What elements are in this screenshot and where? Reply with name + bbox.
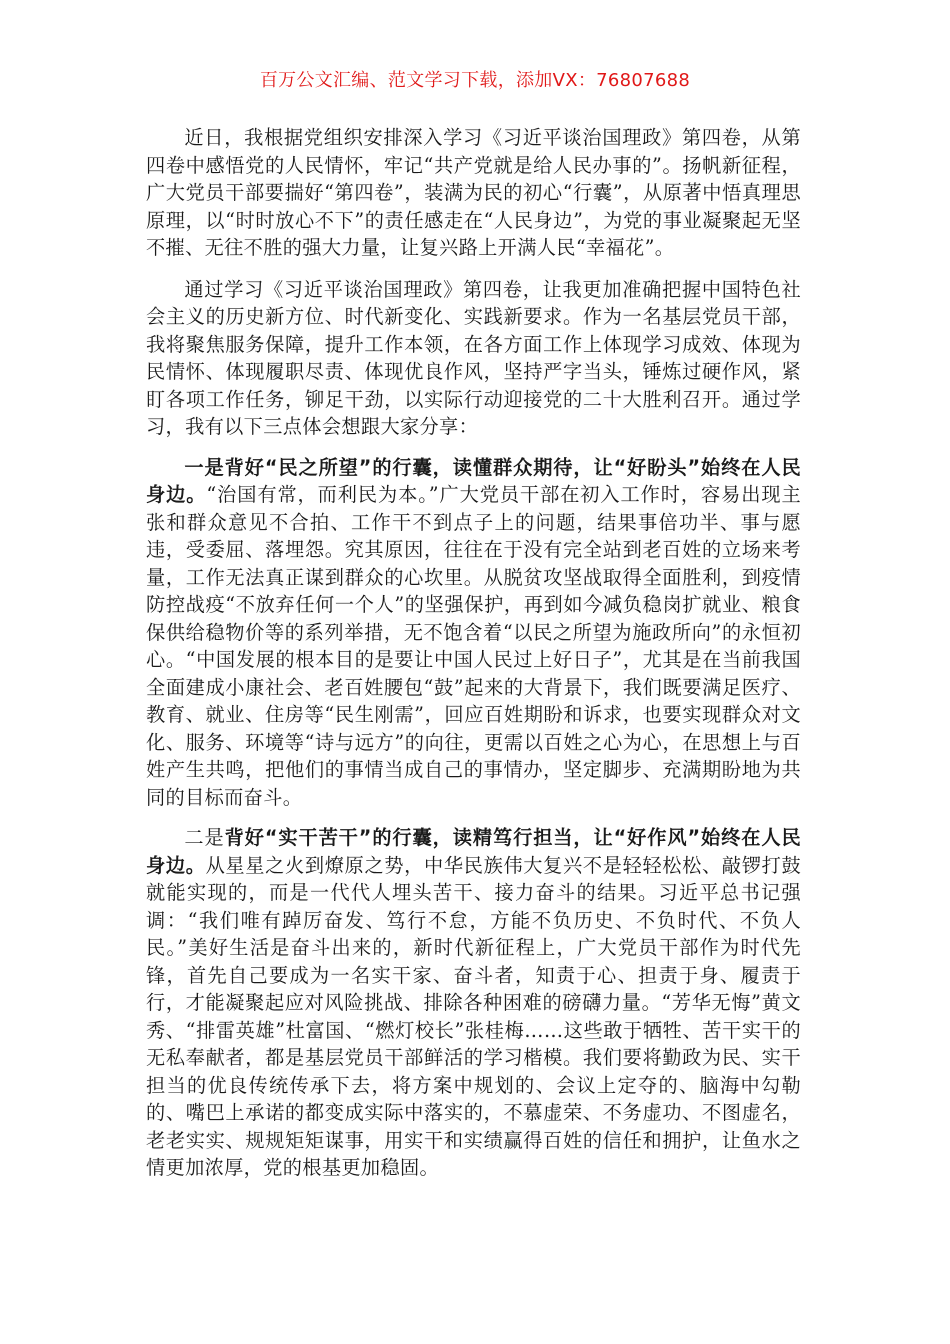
point-heading: 背好“实干苦干”的行囊，读精笃行担当，让“好作风”始终在人民身边。 bbox=[146, 826, 801, 877]
paragraph-study bbox=[146, 276, 801, 441]
paragraph-point-two bbox=[146, 824, 801, 1182]
promo-banner: 百万公文汇编、范文学习下载，添加VX：76807688 bbox=[259, 70, 691, 91]
paragraph-lead: 二是 bbox=[184, 826, 225, 849]
paragraph-text: 从星星之火到燎原之势，中华民族伟大复兴不是轻轻松松、敲锣打鼓就能实现的，而是一代代人埋头苦干、接力奋斗的结果。习近平总书记强调：“我们唯有踔厉奋发、笃行不怠，方能不负历史、不负时代、不负人民。”美好生活是奋斗出来的，新时代新征程上，广大党员干部作为时代先锋，首先自己要成为一名实干家、奋斗者，知责于心、担责于身、履责于行，才能凝聚起应对风险挑战、排除各种困难的磅礴力量。“芳华无悔”黄文秀、“排雷英雄”杜富国、“燃灯校长”张桂梅……这些敢于牺牲、苦干实干的无私奉献者，都是基层党员干部鲜活的学习楷模。我们要将勤政为民、实干担当的优良传统传承下去，将方案中规划的、会议上定夺的、脑海中勾勒的、嘴巴上承诺的都变成实际中落实的，不慕虚荣、不务虚功、不图虚名，老老实实、规规矩矩谋事，用实干和实绩赢得百姓的信任和拥护，让鱼水之情更加浓厚，党的根基更加稳固。 bbox=[146, 853, 801, 1179]
paragraph-text: 近日，我根据党组织安排深入学习《习近平谈治国理政》第四卷，从第四卷中感悟党的人民情怀，牢记“共产党就是给人民办事的”。扬帆新征程，广大党员干部要揣好“第四卷”，装满为民的初心“行囊”，从原著中悟真理思原理，以“时时放心不下”的责任感走在“人民身边”，为党的事业凝聚起无坚不摧、无往不胜的强大力量，让复兴路上开满人民“幸福花”。 bbox=[146, 126, 801, 259]
paragraph-intro bbox=[146, 124, 801, 262]
paragraph-text: 通过学习《习近平谈治国理政》第四卷，让我更加准确把握中国特色社会主义的历史新方位、时代新变化、实践新要求。作为一名基层党员干部，我将聚焦服务保障，提升工作本领，在各方面工作上体现学习成效、体现为民情怀、体现履职尽责、体现优良作风，坚持严字当头，锤炼过硬作风，紧盯各项工作任务，铆足干劲，以实际行动迎接党的二十大胜利召开。通过学习，我有以下三点体会想跟大家分享： bbox=[146, 277, 801, 438]
paragraph-point-one bbox=[146, 454, 801, 812]
point-heading: 一是背好“民之所望”的行囊，读懂群众期待，让“好盼头”始终在人民身边。 bbox=[146, 455, 801, 506]
document-body bbox=[146, 124, 801, 1194]
paragraph-text: “治国有常，而利民为本。”广大党员干部在初入工作时，容易出现主张和群众意见不合拍、工作干不到点子上的问题，结果事倍功半、事与愿违，受委屈、落埋怨。究其原因，往往在于没有完全站到老百姓的立场来考量，工作无法真正谋到群众的心坎里。从脱贫攻坚战取得全面胜利，到疫情防控战疫“不放弃任何一个人”的坚强保护，再到如今减负稳岗扩就业、粮食保供给稳物价等的系列举措，无不饱含着“以民之所望为施政所向”的永恒初心。“中国发展的根本目的是要让中国人民过上好日子”，尤其是在当前我国全面建成小康社会、老百姓腰包“鼓”起来的大背景下，我们既要满足医疗、教育、就业、住房等“民生刚需”，回应百姓期盼和诉求，也要实现群众对文化、服务、环境等“诗与远方”的向往，更需以百姓之心为心，在思想上与百姓产生共鸣，把他们的事情当成自己的事情办，坚定脚步、充满期盼地为共同的目标而奋斗。 bbox=[146, 483, 801, 809]
